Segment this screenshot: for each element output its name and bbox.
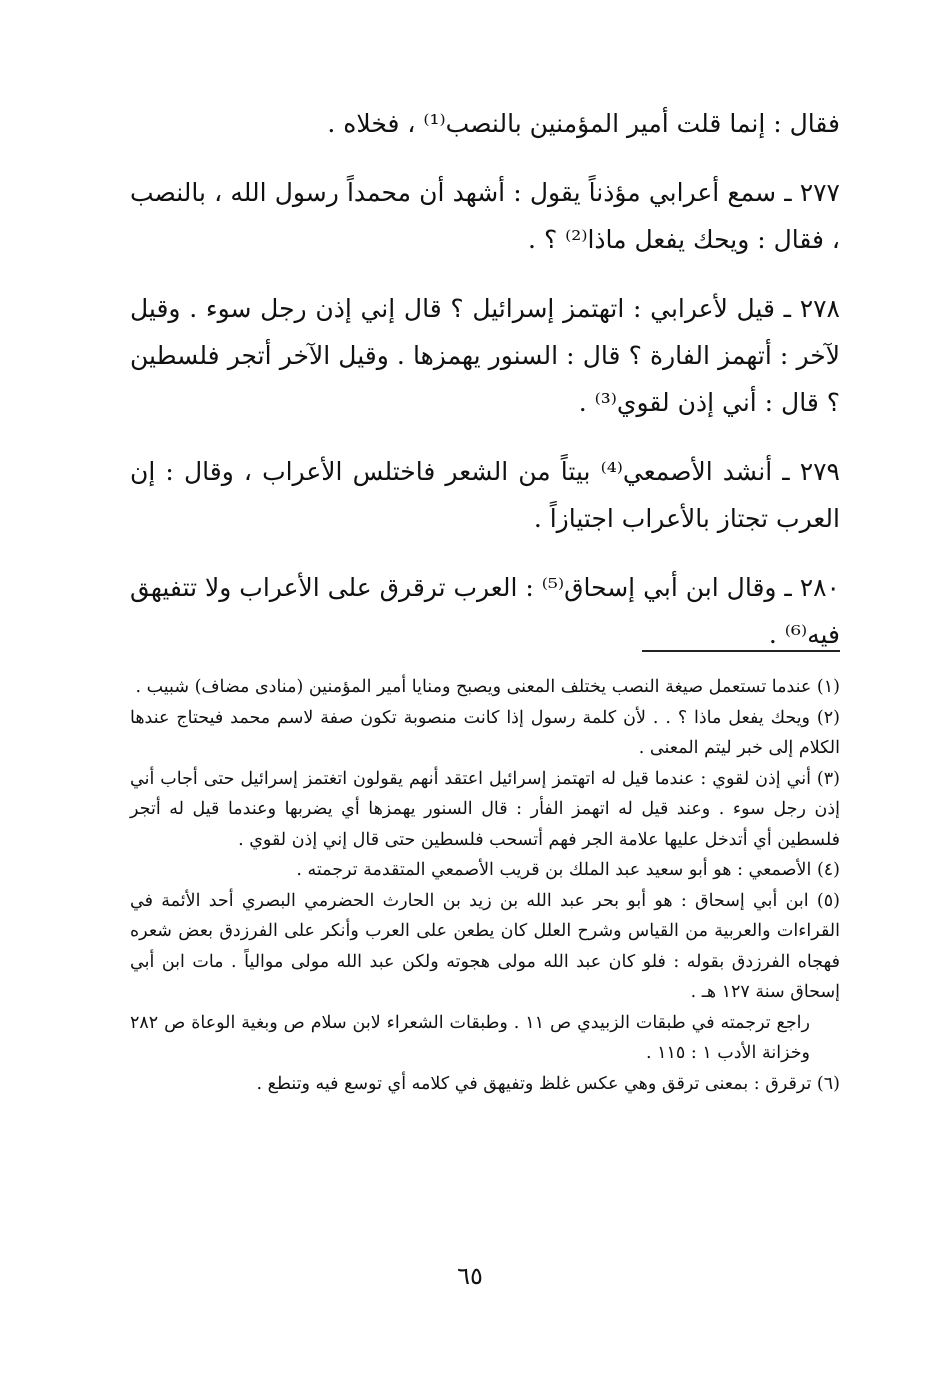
paragraph-277: ٢٧٧ ـ سمع أعرابي مؤذناً يقول : أشهد أن محمداً رسول الله ، بالنصب ، فقال : ويحك يفعل ماذا⁽²⁾ ؟ . — [130, 178, 840, 254]
paragraph-280: ٢٨٠ ـ وقال ابن أبي إسحاق⁽⁵⁾ : العرب ترقرق على الأعراب ولا تتفيهق فيه⁽⁶⁾ . — [130, 573, 840, 649]
footnote-5-references: راجع ترجمته في طبقات الزبيدي ص ١١ . وطبقات الشعراء لابن سلام ص وبغية الوعاة ص ٢٨٢ وخزانة الأدب ١ : ١١٥ . — [130, 1012, 810, 1063]
paragraph-278: ٢٧٨ ـ قيل لأعرابي : اتهتمز إسرائيل ؟ قال إني إذن رجل سوء . وقيل لآخر : أتهمز الفارة ؟ قال : السنور يهمزها . وقيل الآخر أتجر فلسطين ؟ قال : أني إذن لقوي⁽³⁾ . — [130, 294, 840, 417]
footnote-4: (٤) الأصمعي : هو أبو سعيد عبد الملك بن قريب الأصمعي المتقدمة ترجمته . — [296, 860, 840, 880]
footnote-5: (٥) ابن أبي إسحاق : هو أبو بحر عبد الله بن زيد بن الحارث الحضرمي البصري أحد الأئمة في القراءات والعربية من القياس وشرح العلل كان يطعن على العرب وأنكر على الفرزدق بعض شعره فهجاه الفرزدق بقوله : فلو كان عبد الله مولى هجوته ولكن عبد الله مولى موالياً . مات ابن أبي إسحاق سنة ١٢٧ هـ . — [130, 890, 840, 1002]
paragraph-279: ٢٧٩ ـ أنشد الأصمعي⁽⁴⁾ بيتاً من الشعر فاختلس الأعراب ، وقال : إن العرب تجتاز بالأعراب اجتيازاً . — [130, 457, 840, 533]
footnote-divider — [642, 650, 840, 652]
footnote-1: (١) عندما تستعمل صيغة النصب يختلف المعنى ويصبح ومنايا أمير المؤمنين (منادى مضاف) شبيب . — [135, 677, 840, 697]
footnotes — [130, 672, 840, 1099]
page-number: ٦٥ — [457, 1262, 483, 1290]
footnote-2: (٢) ويحك يفعل ماذا ؟ . . لأن كلمة رسول إذا كانت منصوبة تكون صفة لاسم محمد فيحتاج عندها الكلام إلى خبر ليتم المعنى . — [130, 707, 840, 758]
main-text — [130, 100, 840, 658]
footnote-3: (٣) أني إذن لقوي : عندما قيل له اتهتمز إسرائيل اعتقد أنهم يقولون اتغتمز إسرائيل حتى أجاب أني إذن رجل سوء . وعند قيل له اتهمز الفأر : قال السنور يهمزها أي يضربها وعندما قيل له أتجر فلسطين أي أتدخل عليها علامة الجر فهم أتسحب فلسطين حتى قال إني إذن لقوي . — [130, 768, 840, 850]
paragraph-intro: فقال : إنما قلت أمير المؤمنين بالنصب⁽¹⁾ ، فخلاه . — [327, 109, 840, 138]
footnote-6: (٦) ترقرق : بمعنى ترقق وهي عكس غلظ وتفيهق في كلامه أي توسع فيه وتنطع . — [256, 1073, 840, 1094]
